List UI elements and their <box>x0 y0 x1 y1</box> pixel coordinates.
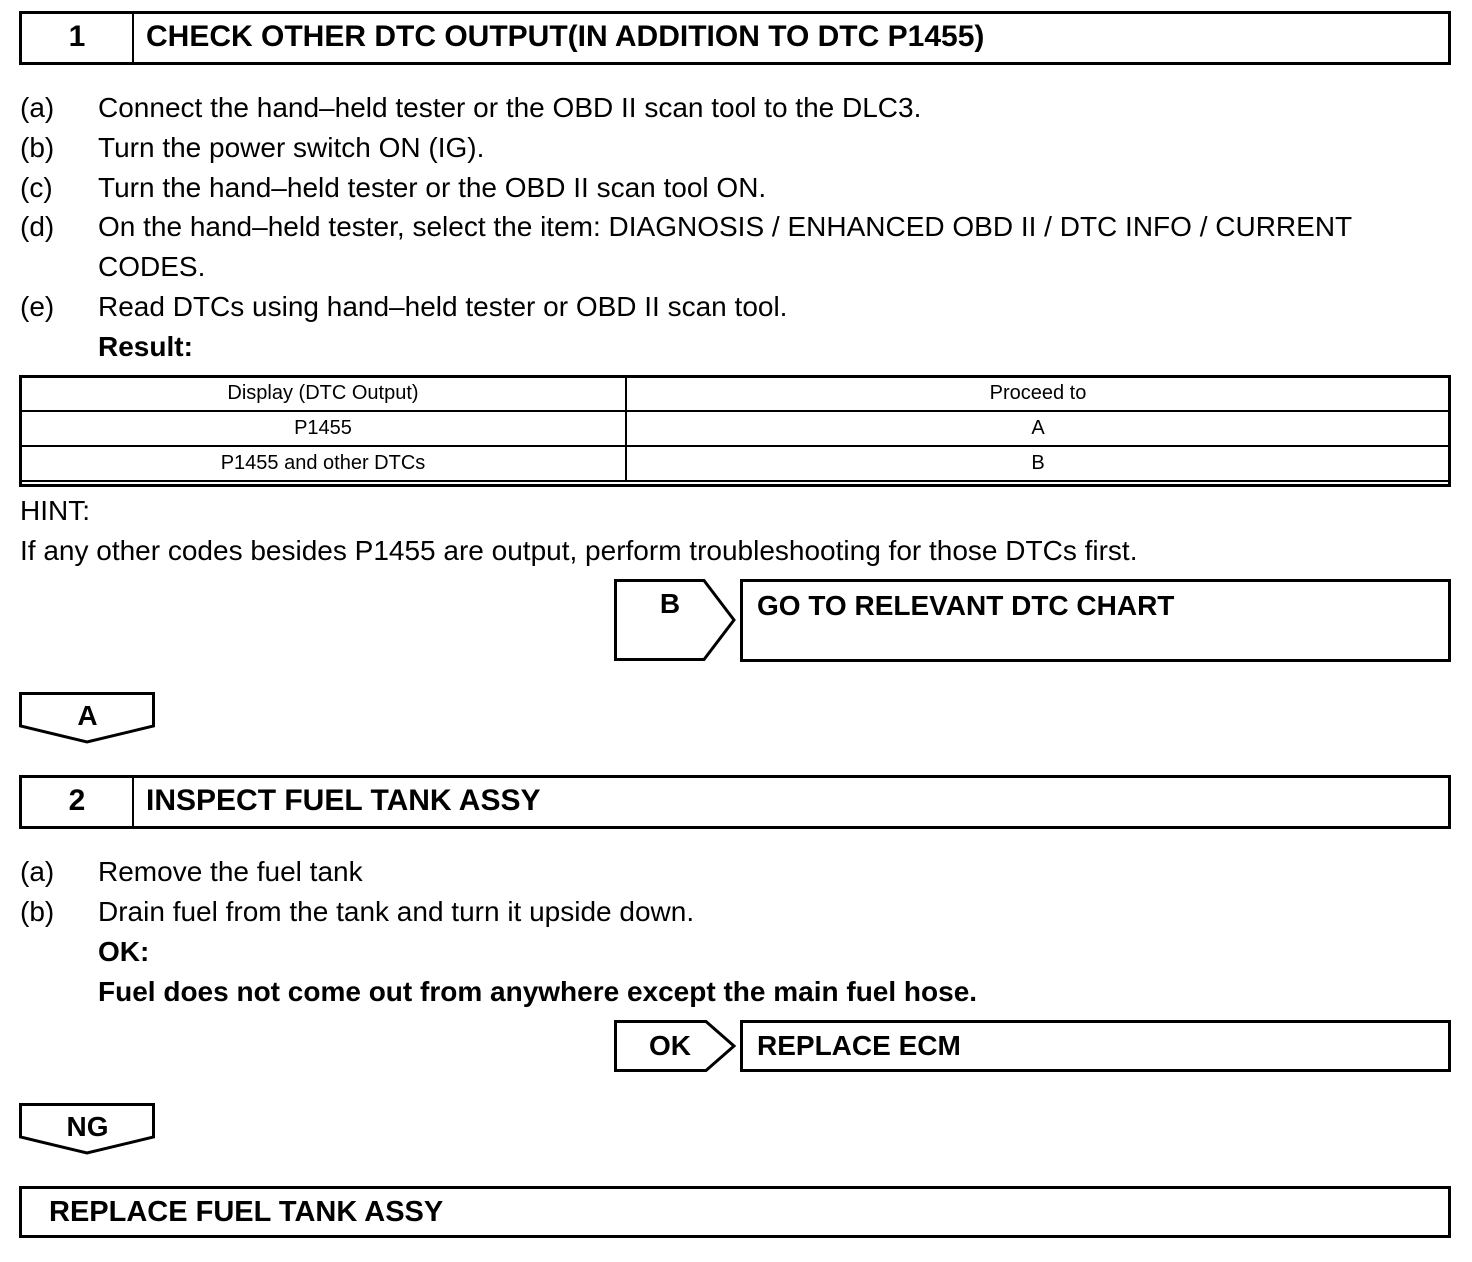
hint-label: HINT: <box>20 495 90 526</box>
table-cell: B <box>626 446 1450 481</box>
table-cell: P1455 and other DTCs <box>20 446 626 481</box>
table-row <box>20 446 1450 481</box>
table-cell: A <box>626 411 1450 446</box>
step-1-title: CHECK OTHER DTC OUTPUT(IN ADDITION TO DTC P1455) <box>146 20 985 53</box>
step-2-header <box>19 775 1451 829</box>
ok-criteria: Fuel does not come out from anywhere except the main fuel hose. <box>98 976 978 1007</box>
hint-text: If any other codes besides P1455 are output, perform troubleshooting for those DTCs first. <box>20 535 1138 566</box>
step-2-title: INSPECT FUEL TANK ASSY <box>146 784 541 817</box>
branch-ok-label: OK <box>649 1030 691 1061</box>
ok-label: OK: <box>98 936 150 967</box>
table-row <box>20 411 1450 446</box>
table-cell: P1455 <box>20 411 626 446</box>
branch-a-label: A <box>77 700 98 731</box>
step-1-header <box>19 11 1451 65</box>
branch-ok-action-box <box>740 1020 1451 1072</box>
final-action-box <box>19 1186 1451 1238</box>
branch-b-label: B <box>659 588 681 619</box>
result-table <box>19 375 1451 482</box>
step-2-number: 2 <box>22 778 134 826</box>
branch-ng-label: NG <box>66 1111 109 1142</box>
branch-ok-action: REPLACE ECM <box>757 1030 961 1061</box>
branch-b-action-box <box>740 579 1451 662</box>
table-header-row <box>20 376 1450 411</box>
step-1-number: 1 <box>22 14 134 62</box>
branch-b-action: GO TO RELEVANT DTC CHART <box>757 590 1175 621</box>
table-header-cell: Proceed to <box>626 376 1450 411</box>
result-label: Result: <box>98 331 193 362</box>
final-action: REPLACE FUEL TANK ASSY <box>49 1196 444 1228</box>
table-header-cell: Display (DTC Output) <box>20 376 626 411</box>
